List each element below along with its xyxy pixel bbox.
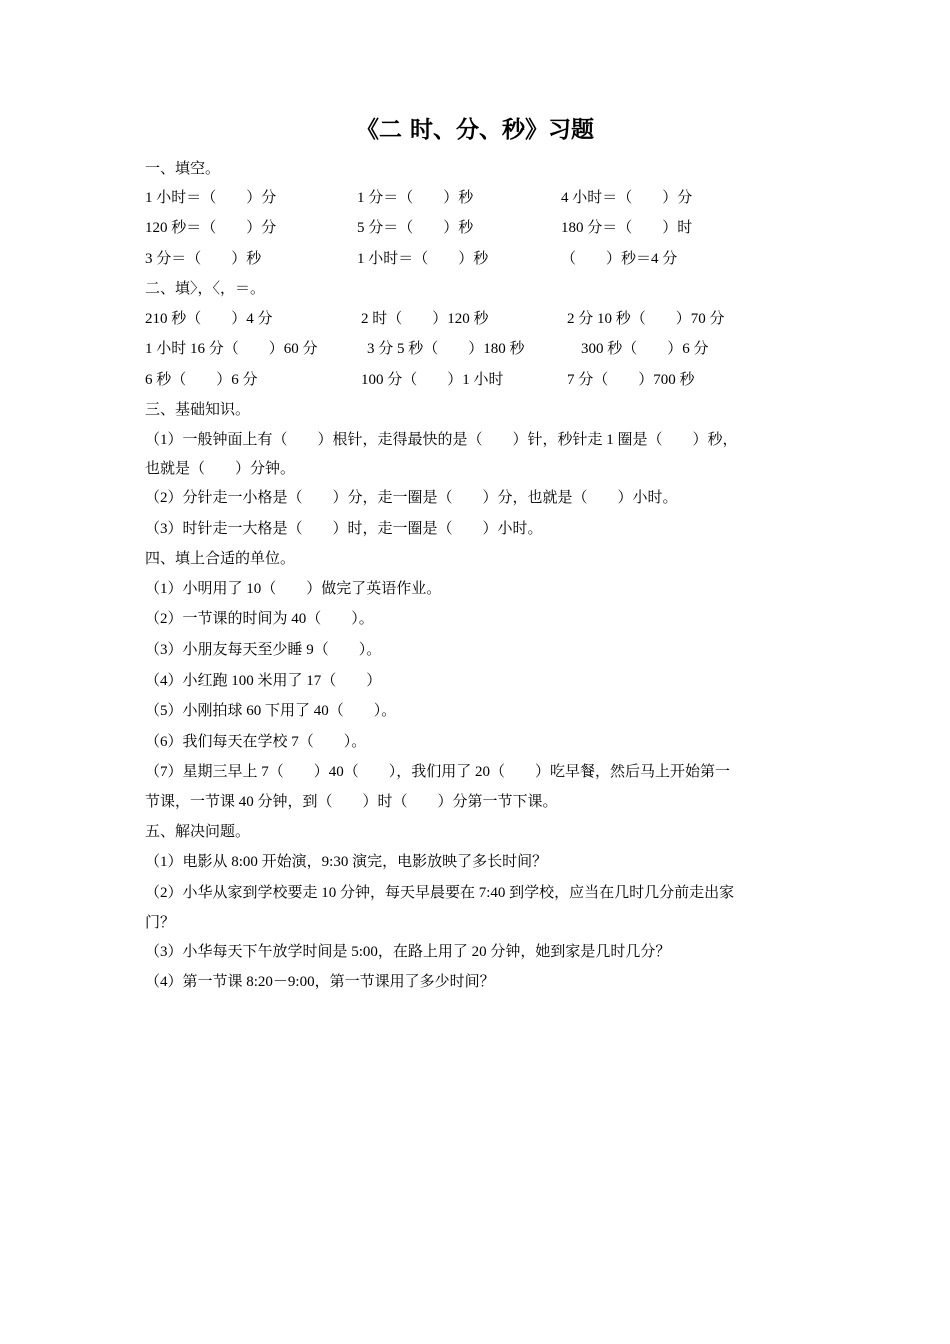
question-line: （4）第一节课 8:20－9:00，第一节课用了多少时间？ bbox=[145, 974, 495, 990]
fill-blank-item: 5 分＝（ ）秒 bbox=[357, 220, 474, 236]
fill-blank-item: 180 分＝（ ）时 bbox=[561, 220, 693, 236]
compare-item: 100 分（ ）1 小时 bbox=[361, 372, 504, 388]
fill-blank-item: 1 分＝（ ）秒 bbox=[357, 190, 474, 206]
compare-item: 1 小时 16 分（ ）60 分 bbox=[145, 341, 318, 357]
fill-blank-item: 1 小时＝（ ）秒 bbox=[357, 251, 489, 267]
question-line: （2）小华从家到学校要走 10 分钟，每天早晨要在 7:40 到学校，应当在几时几分前走出家 bbox=[145, 885, 735, 901]
question-line: （5）小刚拍球 60 下用了 40（ ）。 bbox=[145, 703, 397, 719]
question-line: （4）小红跑 100 米用了 17（ ） bbox=[145, 673, 382, 689]
fill-blank-item: 1 小时＝（ ）分 bbox=[145, 190, 277, 206]
compare-item: 300 秒（ ）6 分 bbox=[581, 341, 709, 357]
section-2-heading: 二、填〉，〈，＝。 bbox=[145, 281, 266, 297]
question-line: （3）小华每天下午放学时间是 5:00，在路上用了 20 分钟，她到家是几时几分？ bbox=[145, 944, 671, 960]
section-3-heading: 三、基础知识。 bbox=[145, 402, 251, 418]
question-line: （1）小明用了 10（ ）做完了英语作业。 bbox=[145, 581, 442, 597]
compare-item: 7 分（ ）700 秒 bbox=[567, 372, 695, 388]
question-line: 节课，一节课 40 分钟，到（ ）时（ ）分第一节下课。 bbox=[145, 794, 558, 810]
section-4-heading: 四、填上合适的单位。 bbox=[145, 551, 296, 567]
compare-item: 210 秒（ ）4 分 bbox=[145, 311, 273, 327]
compare-item: 2 分 10 秒（ ）70 分 bbox=[567, 311, 725, 327]
compare-item: 3 分 5 秒（ ）180 秒 bbox=[367, 341, 525, 357]
section-5-heading: 五、解决问题。 bbox=[145, 824, 251, 840]
question-line: （6）我们每天在学校 7（ ）。 bbox=[145, 734, 367, 750]
section-1-heading: 一、填空。 bbox=[145, 161, 221, 177]
fill-blank-item: 120 秒＝（ ）分 bbox=[145, 220, 277, 236]
compare-item: 6 秒（ ）6 分 bbox=[145, 372, 258, 388]
question-line: （1）电影从 8:00 开始演，9:30 演完，电影放映了多长时间？ bbox=[145, 854, 548, 870]
question-line: 也就是（ ）分钟。 bbox=[145, 461, 296, 477]
question-line: （3）小朋友每天至少睡 9（ ）。 bbox=[145, 642, 382, 658]
question-line: （2）一节课的时间为 40（ ）。 bbox=[145, 611, 374, 627]
fill-blank-item: 4 小时＝（ ）分 bbox=[561, 190, 693, 206]
question-line: 门？ bbox=[145, 915, 176, 931]
compare-item: 2 时（ ）120 秒 bbox=[361, 311, 489, 327]
question-line: （1）一般钟面上有（ ）根针，走得最快的是（ ）针，秒针走 1 圈是（ ）秒， bbox=[145, 432, 738, 448]
worksheet-title: 《二 时、分、秒》习题 bbox=[355, 117, 594, 143]
question-line: （7）星期三早上 7（ ）40（ ），我们用了 20（ ）吃早餐，然后马上开始第一 bbox=[145, 764, 731, 780]
fill-blank-item: 3 分＝（ ）秒 bbox=[145, 251, 262, 267]
question-line: （3）时针走一大格是（ ）时，走一圈是（ ）小时。 bbox=[145, 521, 543, 537]
fill-blank-item: （ ）秒＝4 分 bbox=[561, 251, 678, 267]
question-line: （2）分针走一小格是（ ）分，走一圈是（ ）分，也就是（ ）小时。 bbox=[145, 490, 678, 506]
